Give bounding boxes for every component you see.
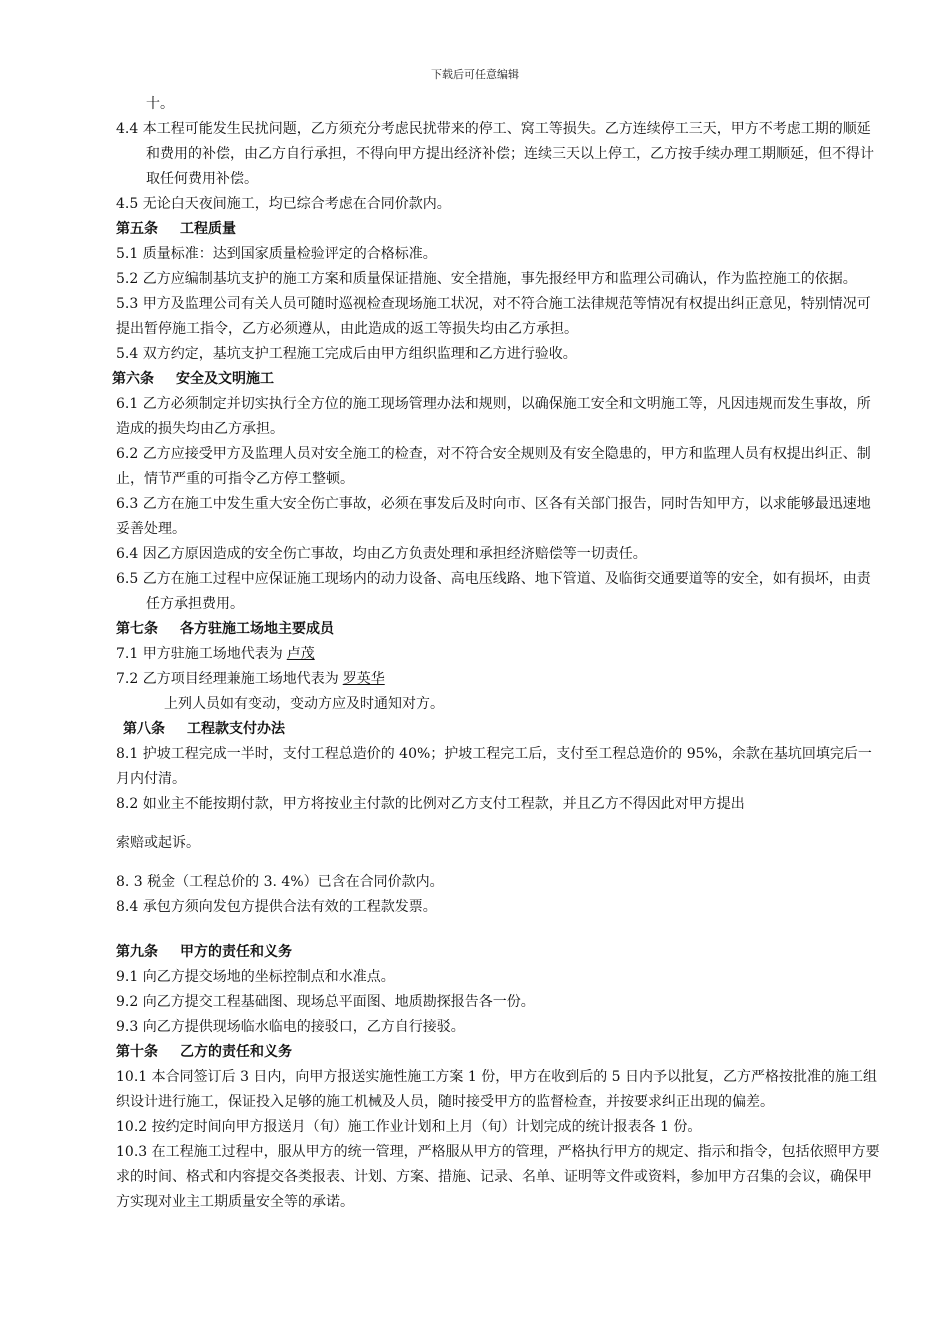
section-10-heading (116, 1040, 882, 1065)
clause-9-2: 9.2 向乙方提交工程基础图、现场总平面图、地质勘探报告各一份。 (116, 994, 535, 1010)
section-number: 第八条 (123, 721, 165, 737)
clause-8-2-cont: 索赔或起诉。 (116, 835, 200, 851)
clause-6-1: 6.1 乙方必须制定并切实执行全方位的施工现场管理办法和规则，以确保施工安全和文明施工等，凡因违规而发生事故，所造成的损失均由乙方承担。 (116, 396, 871, 437)
clause-5-1: 5.1 质量标准：达到国家质量检验评定的合格标准。 (116, 246, 437, 262)
section-title: 甲方的责任和义务 (180, 944, 292, 960)
clause-10-1: 10.1 本合同签订后 3 日内，向甲方报送实施性施工方案 1 份，甲方在收到后的 5 日内予以批复，乙方严格按批准的施工组织设计进行施工，保证投入足够的施工机械及人员，随时接受甲方的监督检查，并按要求纠正出现的偏差。 (116, 1069, 878, 1110)
clause-4-4: 4.4 本工程可能发生民扰问题，乙方须充分考虑民扰带来的停工、窝工等损失。乙方连续停工三天，甲方不考虑工期的顺延和费用的补偿，由乙方自行承担，不得向甲方提出经济补偿；连续三天以上停工，乙方按手续办理工期顺延，但不得计取任何费用补偿。 (116, 121, 874, 187)
clause-8-1: 8.1 护坡工程完成一半时，支付工程总造价的 40%；护坡工程完工后，支付至工程总造价的 95%，余款在基坑回填完后一月内付清。 (116, 746, 872, 787)
clause-9-1: 9.1 向乙方提交场地的坐标控制点和水准点。 (116, 969, 395, 985)
section-number: 第九条 (116, 944, 158, 960)
clause-5-2: 5.2 乙方应编制基坑支护的施工方案和质量保证措施、安全措施，事先报经甲方和监理公司确认，作为监控施工的依据。 (116, 271, 857, 287)
clause-6-2: 6.2 乙方应接受甲方及监理人员对安全施工的检查，对不符合安全规则及有安全隐患的，甲方和监理人员有权提出纠正、制止，情节严重的可指令乙方停工整顿。 (116, 446, 871, 487)
clause-9-3: 9.3 向乙方提供现场临水临电的接驳口，乙方自行接驳。 (116, 1019, 465, 1035)
section-number: 第六条 (112, 371, 154, 387)
clause-5-3: 5.3 甲方及监理公司有关人员可随时巡视检查现场施工状况，对不符合施工法律规范等情况有权提出纠正意见，特别情况可提出暂停施工指令，乙方必须遵从，由此造成的返工等损失均由乙方承担。 (116, 296, 871, 337)
section-title: 各方驻施工场地主要成员 (180, 621, 334, 637)
section-title: 安全及文明施工 (176, 371, 274, 387)
clause-8-2: 8.2 如业主不能按期付款，甲方将按业主付款的比例对乙方支付工程款，并且乙方不得因此对甲方提出 (116, 796, 745, 812)
section-6-heading (112, 367, 882, 392)
clause-7-2 (116, 667, 882, 692)
clause-5-4: 5.4 双方约定，基坑支护工程施工完成后由甲方组织监理和乙方进行验收。 (116, 346, 577, 362)
clause-10-2: 10.2 按约定时间向甲方报送月（旬）施工作业计划和上月（旬）计划完成的统计报表各 1 份。 (116, 1119, 702, 1135)
clause-6-5: 6.5 乙方在施工过程中应保证施工现场内的动力设备、高电压线路、地下管道、及临街交通要道等的安全，如有损坏，由责任方承担费用。 (116, 571, 871, 612)
field-value: 罗英华 (342, 671, 385, 687)
clause-10-3: 10.3 在工程施工过程中，服从甲方的统一管理，严格服从甲方的管理，严格执行甲方的规定、指示和指令，包括依照甲方要求的时间、格式和内容提交各类报表、计划、方案、措施、记录、名单、证明等文件或资料，参加甲方召集的会议，确保甲方实现对业主工期质量安全等的承诺。 (116, 1144, 880, 1210)
section-number: 第十条 (116, 1044, 158, 1060)
section-7-heading (116, 617, 882, 642)
section-title: 工程质量 (180, 221, 236, 237)
clause-7-1 (116, 642, 882, 667)
document-body (112, 92, 882, 1215)
note: 上列人员如有变动，变动方应及时通知对方。 (164, 696, 444, 712)
paragraph: 十。 (146, 96, 174, 112)
section-title: 乙方的责任和义务 (180, 1044, 292, 1060)
field-label: 7.2 乙方项目经理兼施工场地代表为 (116, 671, 339, 687)
section-9-heading (116, 940, 882, 965)
section-number: 第五条 (116, 221, 158, 237)
field-label: 7.1 甲方驻施工场地代表为 (116, 646, 283, 662)
section-title: 工程款支付办法 (187, 721, 285, 737)
clause-6-4: 6.4 因乙方原因造成的安全伤亡事故，均由乙方负责处理和承担经济赔偿等一切责任。 (116, 546, 647, 562)
clause-8-4: 8.4 承包方须向发包方提供合法有效的工程款发票。 (116, 899, 437, 915)
clause-4-5: 4.5 无论白天夜间施工，均已综合考虑在合同价款内。 (116, 196, 451, 212)
clause-8-3: 8. 3 税金（工程总价的 3. 4%）已含在合同价款内。 (116, 874, 444, 890)
section-5-heading (116, 217, 882, 242)
clause-6-3: 6.3 乙方在施工中发生重大安全伤亡事故，必须在事发后及时向市、区各有关部门报告，同时告知甲方，以求能够最迅速地妥善处理。 (116, 496, 871, 537)
section-8-heading (116, 717, 882, 742)
section-number: 第七条 (116, 621, 158, 637)
field-value: 卢茂 (286, 646, 315, 662)
page-header: 下载后可任意编辑 (431, 68, 519, 81)
